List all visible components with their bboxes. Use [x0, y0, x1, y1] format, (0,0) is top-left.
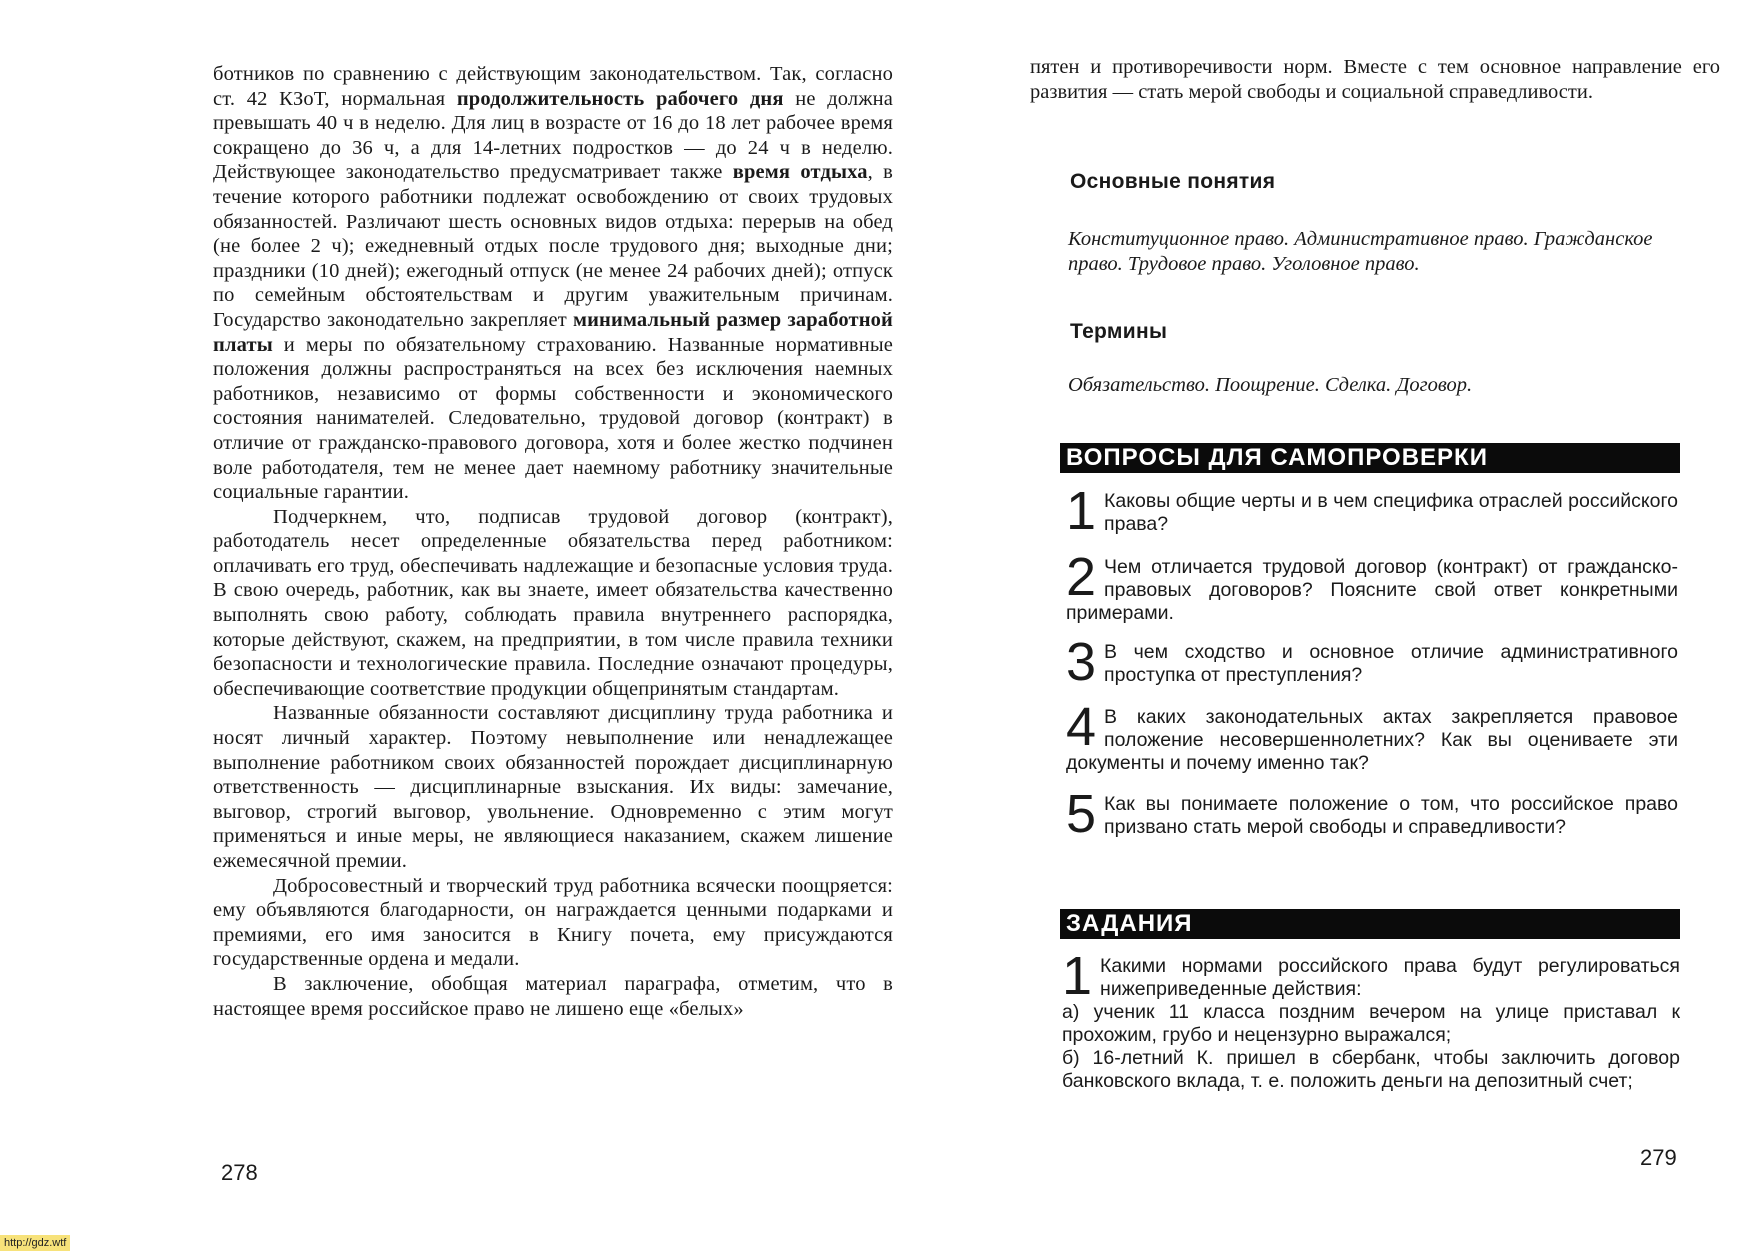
text-run: , в течение которого работники подлежат освобождению от своих трудовых обязанностей. Различают шесть основных видов отдыха: перерыв на обед (не более 2 ч); ежедневный отдых после трудового дня; выходные дни; праздники (10 дней); ежегодный отпуск (не менее 24 рабочих дней); отпуск по семейным обстоятельствам и другим уважительным причинам. Государство законодательно закрепляет: [213, 161, 893, 331]
left-paragraph-5: [213, 972, 893, 1021]
question-text: В чем сходство и основное отличие административного проступка от преступления?: [1104, 641, 1678, 686]
text-run: ботников по сравнению с действующим законодательством. Так, согласно ст. 42 КЗоТ, нормальная: [213, 63, 893, 110]
left-paragraph-1: [213, 62, 893, 505]
left-paragraph-4: [213, 874, 893, 972]
question-number: 1: [1066, 481, 1097, 541]
questions-section-title: ВОПРОСЫ ДЛЯ САМОПРОВЕРКИ: [1060, 443, 1680, 473]
question-text: Каковы общие черты и в чем специфика отраслей российского права?: [1104, 490, 1678, 535]
question-text: Как вы понимаете положение о том, что российское право призвано стать мерой свободы и справедливости?: [1104, 793, 1678, 838]
bold-term: время отдыха: [732, 161, 868, 184]
tasks-section-title: ЗАДАНИЯ: [1060, 909, 1680, 939]
text-run: В заключение, обобщая материал параграфа, отметим, что в настоящее время российское право не лишено еще «белых»: [213, 972, 893, 1020]
left-paragraph-2: [213, 505, 893, 702]
bold-term: продолжительность рабочего дня: [456, 87, 784, 110]
page-number-left: 278: [221, 1160, 258, 1185]
question-item: [1066, 784, 1678, 844]
question-item: [1066, 547, 1678, 625]
page-number-right: 279: [1640, 1145, 1677, 1170]
terms-heading: Термины: [1070, 320, 1168, 343]
question-number: 3: [1066, 632, 1097, 692]
task-subitem: а) ученик 11 класса поздним вечером на улице приставал к прохожим, грубо и нецензурно выражался;: [1062, 1001, 1680, 1046]
concepts-heading: Основные понятия: [1070, 170, 1276, 193]
watermark-url: http://gdz.wtf: [0, 1235, 70, 1251]
question-item: [1066, 632, 1678, 692]
right-page-intro: пятен и противоречивости норм. Вместе с тем основное направление его развития — стать мерой свободы и социальной справедливости.: [1030, 56, 1720, 103]
task-number: 1: [1062, 946, 1093, 1006]
question-text: Чем отличается трудовой договор (контракт) от гражданско-правовых договоров? Поясните свой ответ конкретными примерами.: [1066, 556, 1678, 624]
question-number: 4: [1066, 697, 1097, 757]
question-number: 5: [1066, 784, 1097, 844]
text-run: Подчеркнем, что, подписав трудовой договор (контракт), работодатель несет определенные обязательства перед работником: оплачивать его труд, обеспечивать надлежащие и безопасные условия труда. В свою очередь, работник, как вы знаете, имеет обязательства качественно выполнять свою работу, соблюдать правила внутреннего распорядка, которые действуют, скажем, на предприятии, в том числе правила техники безопасности и технологические правила. Последние означают процедуры, обеспечивающие соответствие продукции общепринятым стандартам.: [213, 505, 893, 700]
question-item: [1066, 481, 1678, 541]
bold-term: минимальный размер заработной платы: [213, 308, 894, 356]
question-number: 2: [1066, 547, 1097, 607]
text-run: и меры по обязательному страхованию. Названные нормативные положения должны распространяться на всех без исключения наемных работников, независимо от формы собственности и экономического состояния нанимателей. Следовательно, трудовой договор (контракт) в отличие от гражданско-правового договора, хотя и более жестко подчинен воле работодателя, тем не менее дает наемному работнику значительные социальные гарантии.: [213, 333, 893, 504]
left-page-body: [213, 62, 893, 1021]
text-run: Добросовестный и творческий труд работника всячески поощряется: ему объявляются благодарности, он награждается ценными подарками и премиями, его имя заносится в Книгу почета, ему присуждаются государственные ордена и медали.: [213, 874, 893, 971]
question-item: [1066, 697, 1678, 775]
concepts-text: Конституционное право. Административное право. Гражданское право. Трудовое право. Уголовное право.: [1068, 228, 1653, 275]
task-subitem: б) 16-летний К. пришел в сбербанк, чтобы заключить договор банковского вклада, т. е. положить деньги на депозитный счет;: [1062, 1047, 1680, 1092]
terms-text: Обязательство. Поощрение. Сделка. Договор.: [1068, 374, 1473, 396]
task-intro: Какими нормами российского права будут регулироваться нижеприведенные действия:: [1100, 955, 1680, 1000]
task-item: [1062, 946, 1680, 1093]
text-run: Названные обязанности составляют дисциплину труда работника и носят личный характер. Поэтому невыполнение или ненадлежащее выполнение работником своих обязанностей порождает дисциплинарную ответственность — дисциплинарные взыскания. Их виды: замечание, выговор, строгий выговор, увольнение. Одновременно с этим могут применяться и иные меры, не являющиеся наказанием, скажем лишение ежемесячной премии.: [213, 702, 893, 872]
left-paragraph-3: [213, 701, 893, 873]
question-text: В каких законодательных актах закрепляется правовое положение несовершеннолетних? Как вы оцениваете эти документы и почему именно так?: [1066, 706, 1678, 774]
text-run: не должна превышать 40 ч в неделю. Для лиц в возрасте от 16 до 18 лет рабочее время сокращено до 36 ч, а для 14-летних подростков — до 24 ч в неделю. Действующее законодательство предусматривает также: [213, 87, 893, 184]
